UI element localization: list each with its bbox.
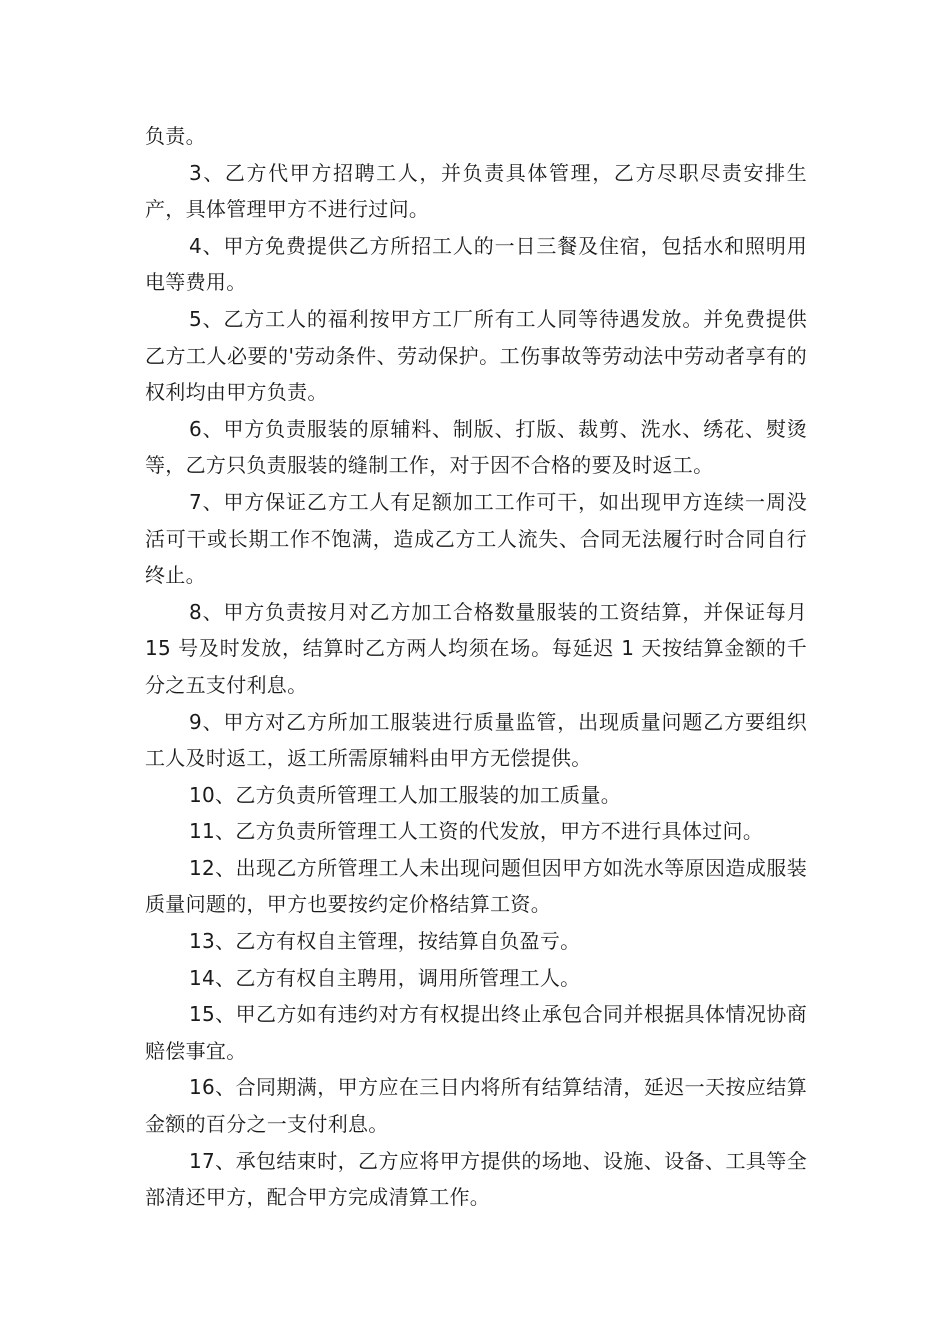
- clause-16: 16、合同期满，甲方应在三日内将所有结算结清，延迟一天按应结算金额的百分之一支付利息。: [145, 1075, 807, 1137]
- document-page: [145, 118, 807, 1216]
- clause-7: 7、甲方保证乙方工人有足额加工工作可干，如出现甲方连续一周没活可干或长期工作不饱满，造成乙方工人流失、合同无法履行时合同自行终止。: [145, 489, 807, 588]
- clause-5: 5、乙方工人的福利按甲方工厂所有工人同等待遇发放。并免费提供乙方工人必要的'劳动条件、劳动保护。工伤事故等劳动法中劳动者享有的权利均由甲方负责。: [145, 306, 807, 405]
- clause-13: 13、乙方有权自主管理，按结算自负盈亏。: [189, 929, 581, 954]
- clause-10: 10、乙方负责所管理工人加工服装的加工质量。: [189, 782, 622, 807]
- clause-15: 15、甲乙方如有违约对方有权提出终止承包合同并根据具体情况协商赔偿事宜。: [145, 1002, 807, 1063]
- clause-14: 14、乙方有权自主聘用，调用所管理工人。: [189, 965, 581, 990]
- clause-11: 11、乙方负责所管理工人工资的代发放，甲方不进行具体过问。: [189, 819, 764, 844]
- clause-3: 3、乙方代甲方招聘工人，并负责具体管理，乙方尽职尽责安排生产，具体管理甲方不进行过问。: [145, 160, 807, 222]
- clause-9: 9、甲方对乙方所加工服装进行质量监管，出现质量问题乙方要组织工人及时返工，返工所需原辅料由甲方无偿提供。: [145, 709, 807, 771]
- clause-17: 17、承包结束时，乙方应将甲方提供的场地、设施、设备、工具等全部清还甲方，配合甲方完成清算工作。: [145, 1148, 807, 1210]
- clause-8: 8、甲方负责按月对乙方加工合格数量服装的工资结算，并保证每月 15 号及时发放，结算时乙方两人均须在场。每延迟 1 天按结算金额的千分之五支付利息。: [145, 599, 807, 697]
- paragraph-continuation: 负责。: [145, 124, 206, 148]
- clause-12: 12、出现乙方所管理工人未出现问题但因甲方如洗水等原因造成服装质量问题的，甲方也要按约定价格结算工资。: [145, 855, 807, 917]
- clause-6: 6、甲方负责服装的原辅料、制版、打版、裁剪、洗水、绣花、熨烫等，乙方只负责服装的缝制工作，对于因不合格的要及时返工。: [145, 416, 807, 478]
- clause-4: 4、甲方免费提供乙方所招工人的一日三餐及住宿，包括水和照明用电等费用。: [145, 233, 807, 295]
